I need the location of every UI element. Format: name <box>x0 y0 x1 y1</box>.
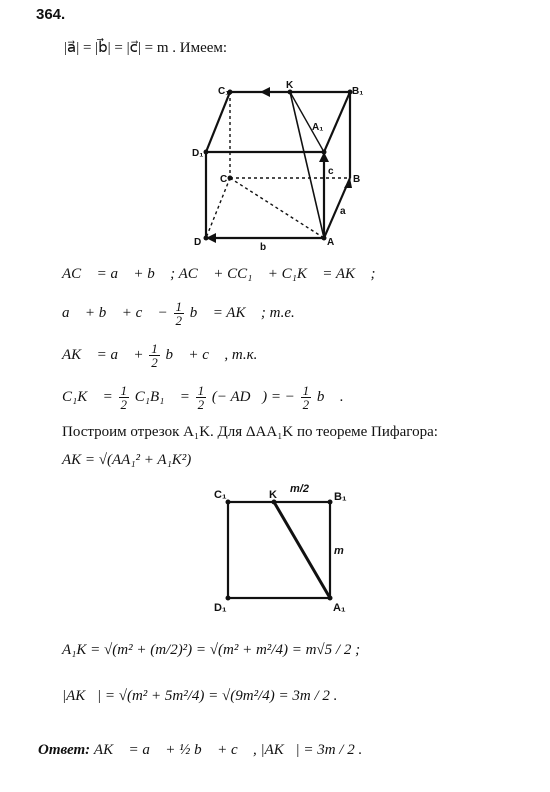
sq-label-b1: B₁ <box>334 491 347 503</box>
label-b1: B₁ <box>352 86 364 97</box>
pythagoras-intro: Построим отрезок A₁K. Для ΔAA₁K по теореме Пифагора: <box>62 424 438 440</box>
label-vec-b: b <box>260 242 267 252</box>
intro-line: |a⃗| = |b⃗| = |c⃗| = m . Имеем: <box>64 40 228 56</box>
sq-label-d1: D₁ <box>214 602 227 614</box>
arrow-b <box>344 178 352 188</box>
label-k: K <box>286 80 294 91</box>
sq-label-m: m <box>334 545 344 557</box>
square-figure <box>212 478 362 614</box>
equation-line-4: C₁K⃗ = $\frac{1}{2}$ C₁B₁⃗ = $\frac{1}{2}$ (− AD⃗) = − $\frac{1}{2}$ b⃗ . <box>62 383 344 412</box>
answer-label: Ответ: <box>38 742 91 758</box>
edge-b1-a1 <box>324 92 350 152</box>
answer-body: AK⃗ = a⃗ + ½ b⃗ + c⃗ , |AK⃗| = 3m / 2 . <box>93 742 363 758</box>
edge-c1-d1 <box>206 92 230 152</box>
label-c: C <box>220 174 228 185</box>
label-a1: A₁ <box>312 122 324 133</box>
sq-label-half: m/2 <box>290 483 309 495</box>
label-d1: D₁ <box>192 148 204 159</box>
segment-k-a1-square <box>274 502 330 598</box>
arrow-k <box>260 87 270 97</box>
label-c1: C₁ <box>218 86 230 97</box>
hidden-diag-c-a <box>230 178 324 238</box>
sq-label-c1: C₁ <box>214 489 227 501</box>
a1k-computation: A₁K = √(m² + (m/2)²) = √(m² + m²/4) = m√5 / 2 ; <box>62 642 361 658</box>
abs-ak-computation: |AK⃗| = √(m² + 5m²/4) = √(9m²/4) = 3m / 2 . <box>62 688 338 704</box>
sq-label-a1: A₁ <box>333 602 346 614</box>
cube-figure <box>190 72 370 252</box>
ak-formula: AK = √(AA₁² + A₁K²) <box>62 452 192 468</box>
segment-k-a <box>290 92 324 238</box>
square-a1-b1-c1-d1 <box>228 502 330 598</box>
problem-number: 364. <box>36 6 66 23</box>
answer-line <box>38 742 362 759</box>
equation-line-3: AK⃗ = a⃗ + $\frac{1}{2}$ b⃗ + c⃗ , т.к. <box>62 341 258 370</box>
vector-sum-line: AC⃗ = a⃗ + b⃗ ; AC⃗ + CC₁⃗ + C₁K⃗ = AK⃗ ; <box>62 266 376 282</box>
hidden-edge-c-d <box>206 178 230 238</box>
label-vec-a: a <box>340 206 346 217</box>
equation-line-2: a⃗ + b⃗ + c⃗ − $\frac{1}{2}$ b⃗ = AK⃗ ; т.е. <box>62 299 295 328</box>
label-a: A <box>327 237 335 248</box>
label-d: D <box>194 237 202 248</box>
label-b: B <box>353 174 361 185</box>
label-vec-c: c <box>328 166 334 177</box>
sq-label-k: K <box>269 489 277 501</box>
